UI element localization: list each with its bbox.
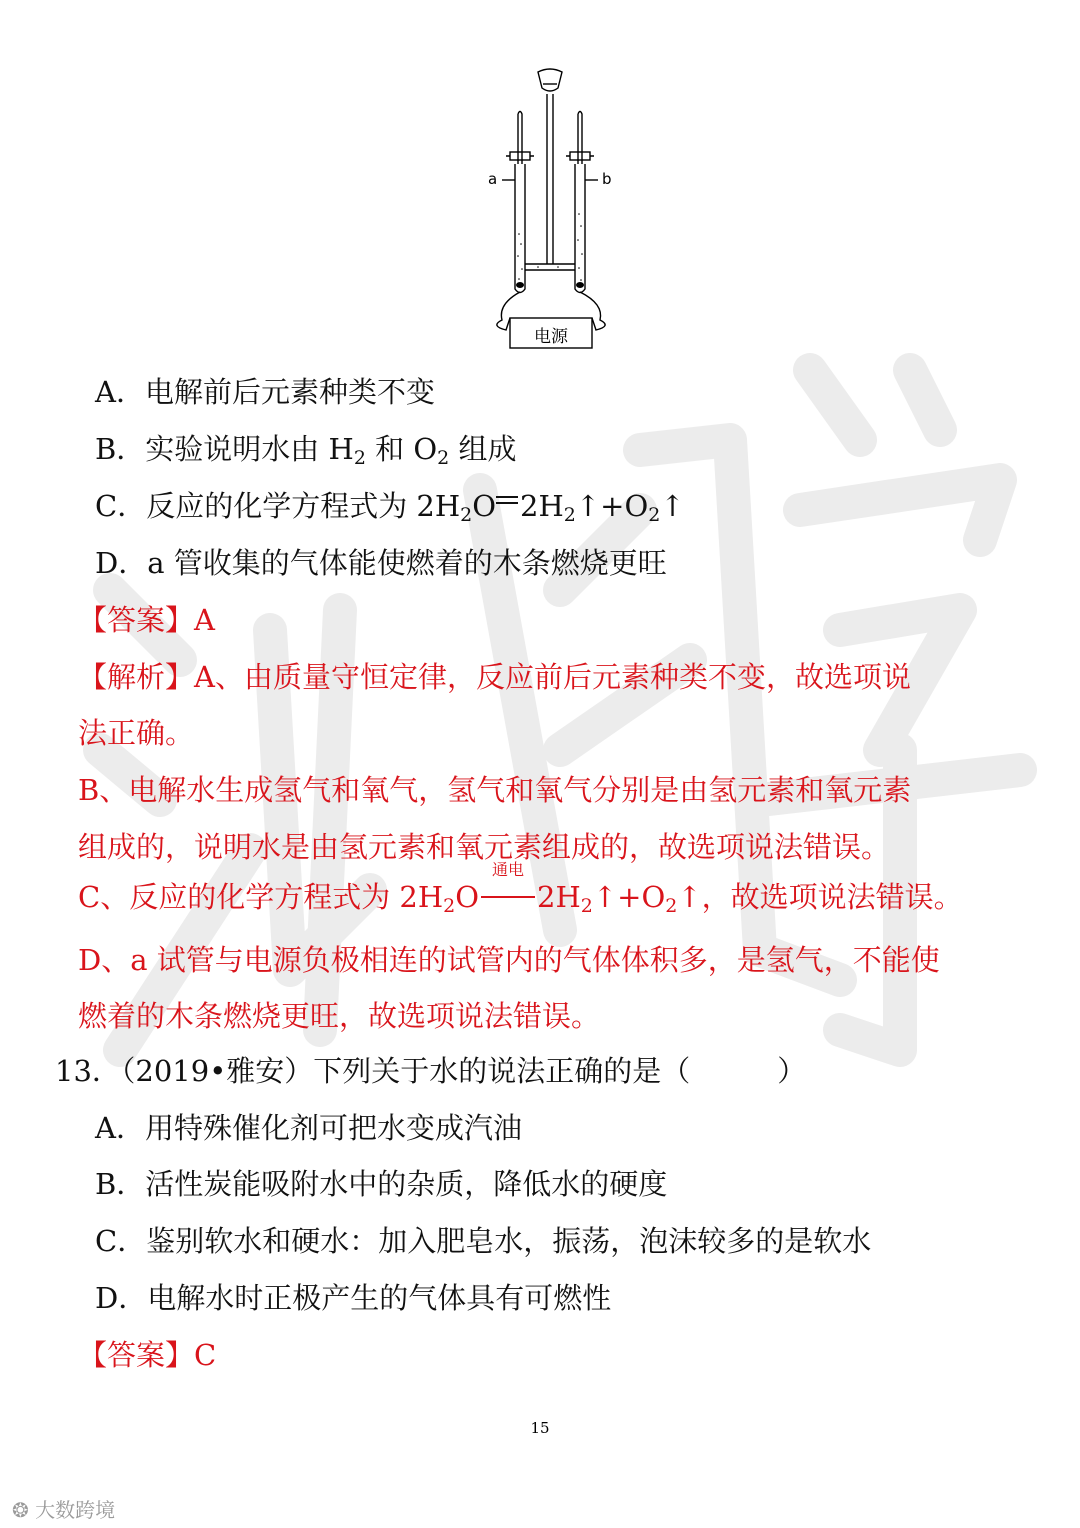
reaction-condition: 通电 xyxy=(492,860,525,879)
q13-answer: 【答案】C xyxy=(78,1338,217,1372)
text-segment: ↑，故选项说法错误。 xyxy=(677,880,963,914)
text-segment: O xyxy=(455,880,480,914)
q12-analysis-a-line1: 【解析】A、由质量守恒定律，反应前后元素种类不变，故选项说 xyxy=(78,660,911,694)
q12-option-d: D．a 管收集的气体能使燃着的木条燃烧更旺 xyxy=(95,546,667,580)
q12-analysis-d-line1: D、a 试管与电源负极相连的试管内的气体体积多，是氢气，不能使 xyxy=(78,943,940,977)
q13-option-d: D．电解水时正极产生的气体具有可燃性 xyxy=(95,1281,612,1315)
text-segment: 2H xyxy=(520,489,564,523)
q12-option-a: A．电解前后元素种类不变 xyxy=(95,375,435,409)
subscript: 2 xyxy=(580,895,593,917)
q12-analysis-b-line1: B、电解水生成氢气和氧气，氢气和氧气分别是由氢元素和氧元素 xyxy=(78,773,912,807)
text-segment: ↑+O xyxy=(575,489,649,523)
text-segment: O xyxy=(472,489,497,523)
subscript: 2 xyxy=(665,895,678,917)
reaction-condition-arrow xyxy=(479,860,537,917)
text-segment: ↑+O xyxy=(592,880,666,914)
q12-analysis-b-line2: 组成的，说明水是由氢元素和氧元素组成的，故选项说法错误。 xyxy=(78,830,891,864)
power-source-label: 电源 xyxy=(534,327,568,347)
text-segment: B．实验说明水由 H xyxy=(95,432,354,466)
q12-analysis-a-line2: 法正确。 xyxy=(78,716,195,750)
tube-b-label: b xyxy=(602,170,612,188)
subscript: 2 xyxy=(460,504,473,526)
subscript: 2 xyxy=(563,504,576,526)
text-segment: C．反应的化学方程式为 2H xyxy=(95,489,461,523)
q12-answer: 【答案】A xyxy=(78,603,215,637)
q13-option-a: A．用特殊催化剂可把水变成汽油 xyxy=(95,1111,522,1145)
tube-a-label: a xyxy=(488,170,498,188)
q12-option-c xyxy=(95,486,685,535)
subscript: 2 xyxy=(648,504,661,526)
subscript: 2 xyxy=(353,447,366,469)
text-segment: ↑ xyxy=(660,489,685,523)
subscript: 2 xyxy=(437,447,450,469)
logo-icon: ❂ xyxy=(12,1498,36,1522)
q13-stem: 13．（2019•雅安）下列关于水的说法正确的是（ ） xyxy=(55,1054,807,1088)
q13-option-b: B．活性炭能吸附水中的杂质，降低水的硬度 xyxy=(95,1167,668,1201)
q12-analysis-c xyxy=(78,860,963,926)
text-segment: 和 O xyxy=(365,432,438,466)
text-segment: C、反应的化学方程式为 2H xyxy=(78,880,444,914)
page-number: 15 xyxy=(530,1419,550,1437)
electrolysis-apparatus-diagram xyxy=(488,64,628,350)
footer-logo xyxy=(12,1494,115,1523)
subscript: 2 xyxy=(443,895,456,917)
q12-option-b xyxy=(95,429,516,478)
q13-option-c: C．鉴别软水和硬水：加入肥皂水，振荡，泡沫较多的是软水 xyxy=(95,1224,872,1258)
logo-text: 大数跨境 xyxy=(35,1498,116,1522)
q12-analysis-d-line2: 燃着的木条燃烧更旺，故选项说法错误。 xyxy=(78,999,601,1033)
text-segment: 2H xyxy=(537,880,581,914)
text-segment: 组成 xyxy=(449,432,517,466)
